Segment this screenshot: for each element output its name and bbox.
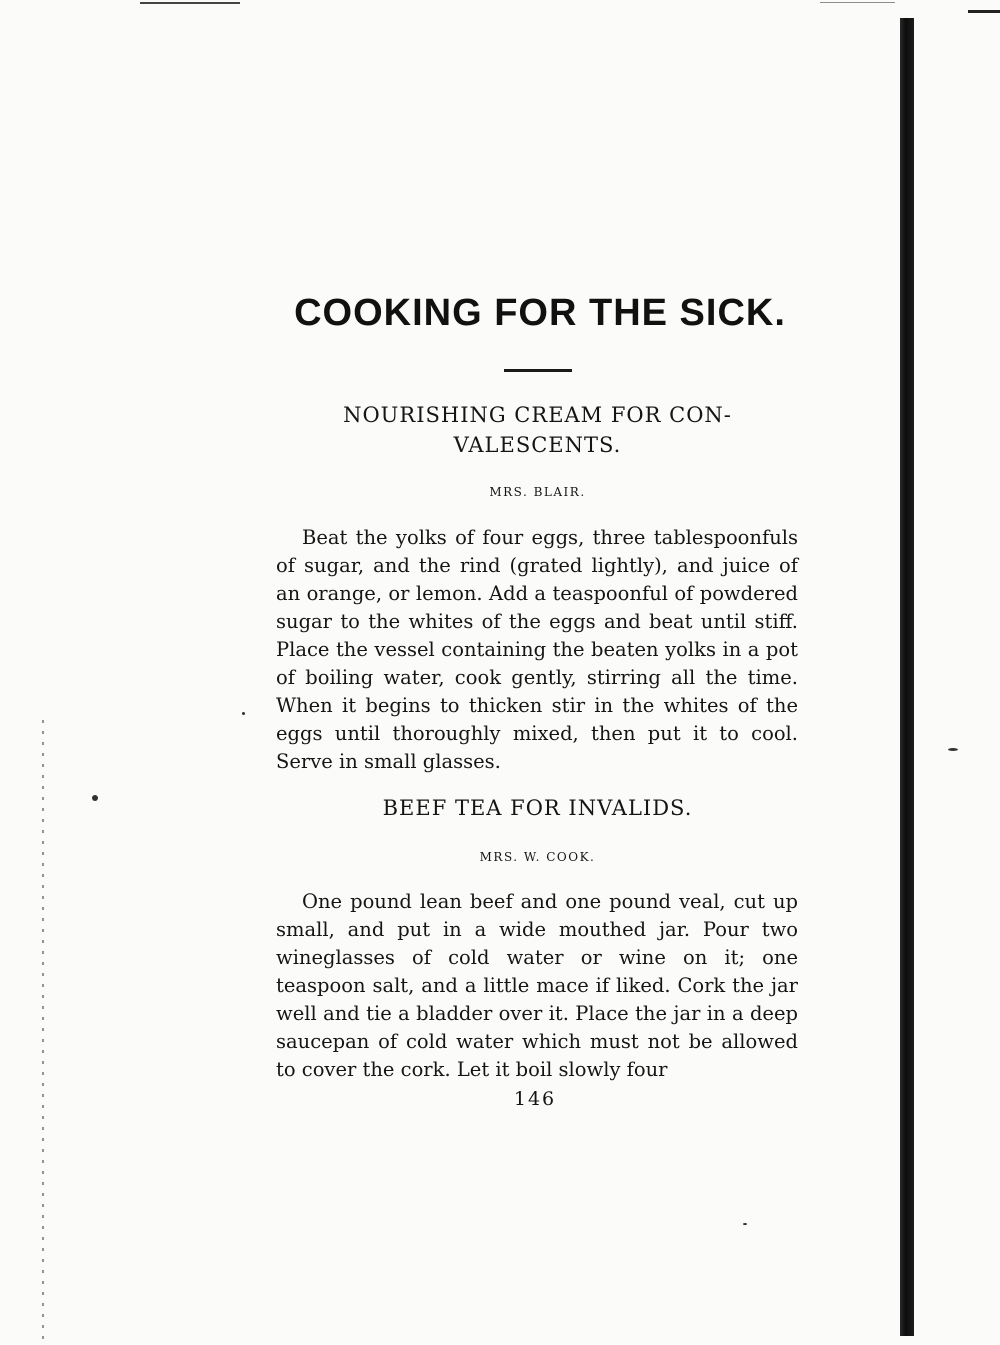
- scan-mark: [968, 10, 1000, 13]
- section-heading-line: NOURISHING CREAM FOR CON-: [343, 403, 732, 427]
- section-heading: BEEF TEA FOR INVALIDS.: [382, 796, 693, 820]
- scan-mark: [42, 720, 44, 1340]
- page-number: 146: [513, 1088, 557, 1110]
- recipe-text: Beat the yolks of four eggs, three tablespoonfuls of sugar, and the rind (grated lightly), and juice of an orange, or lemon. Add a teaspoonful of powdered sugar to the whites of the eggs and beat until stiff. Place the vessel containing the beaten yolks in a pot of boiling water, cook gently, stirring all the time. When it begins to thicken stir in the whites of the eggs until thoroughly mixed, then put it to cool. Serve in small glasses.: [276, 526, 798, 773]
- recipe-text: One pound lean beef and one pound veal, cut up small, and put in a wide mouthed jar. Pour two wineglasses of cold water or wine on it; one teaspoon salt, and a little mace if liked. Cork the jar well and tie a bladder over it. Place the jar in a deep saucepan of cold water which must not be allowed to cover the cork. Let it boil slowly four: [276, 890, 798, 1081]
- page-title: COOKING FOR THE SICK.: [294, 292, 786, 334]
- scan-speck: [743, 1223, 747, 1225]
- title-divider: [504, 369, 572, 372]
- scan-mark: [140, 2, 240, 4]
- recipe-author: MRS. BLAIR.: [489, 485, 586, 499]
- binding-shadow: [900, 18, 914, 1336]
- scan-speck: [92, 795, 98, 801]
- section-heading-line: VALESCENTS.: [453, 433, 622, 457]
- section-heading: [270, 400, 805, 460]
- recipe-author: MRS. W. COOK.: [479, 850, 596, 864]
- scan-mark: [820, 2, 895, 3]
- scan-speck: [948, 748, 958, 751]
- scan-speck: [242, 712, 245, 715]
